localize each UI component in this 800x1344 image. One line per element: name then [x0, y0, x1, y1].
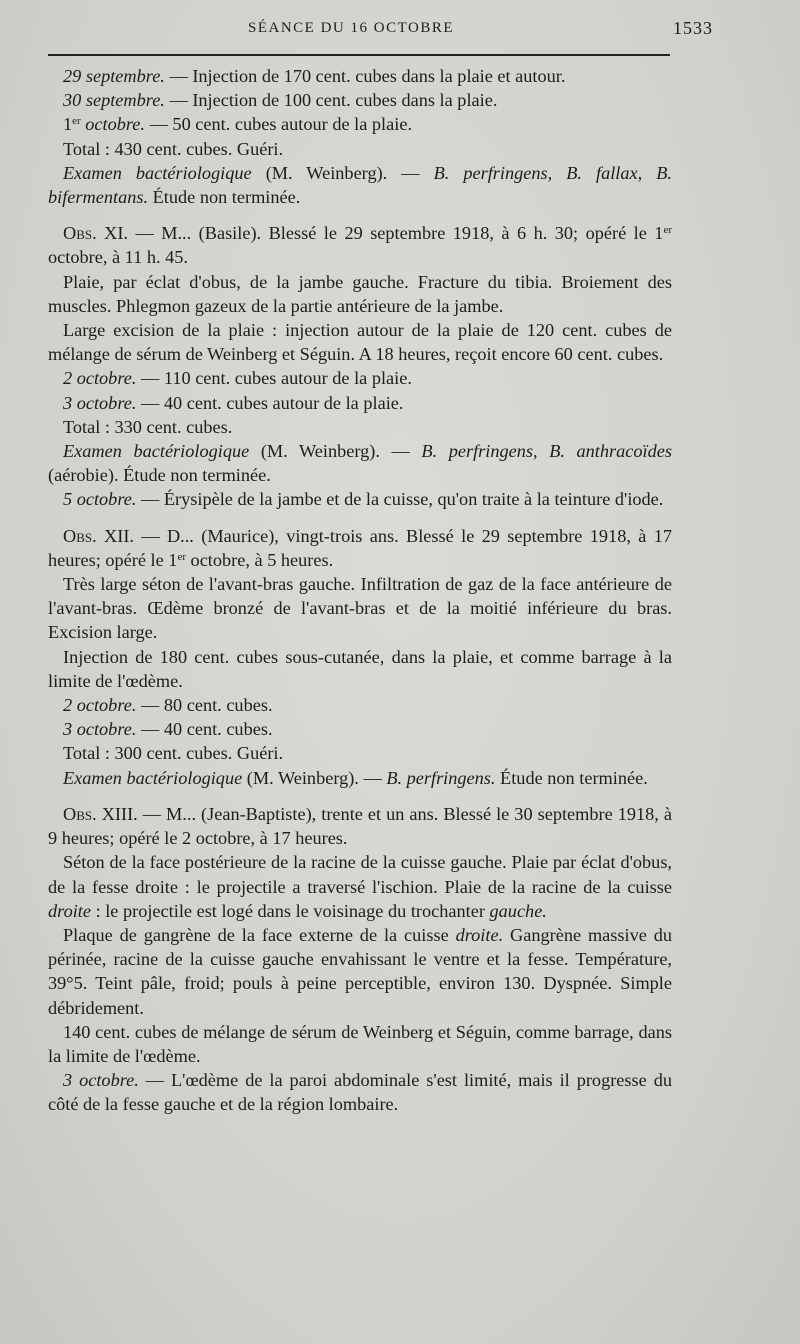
- italic-word: gauche.: [489, 900, 547, 921]
- text: — 40 cent. cubes.: [136, 719, 273, 740]
- paragraph: [48, 366, 672, 390]
- running-head: SÉANCE DU 16 OCTOBRE: [248, 20, 454, 36]
- obs-paragraph: [48, 802, 672, 850]
- paragraph: Total : 430 cent. cubes. Guéri.: [63, 138, 284, 159]
- text: — 80 cent. cubes.: [136, 695, 273, 716]
- text: — Injection de 170 cent. cubes dans la plaie et autour.: [164, 66, 566, 86]
- text: (M. Weinberg). —: [249, 441, 422, 462]
- exam-italic: Examen bactériologique: [63, 441, 250, 462]
- text: (M. Weinberg). —: [251, 162, 434, 183]
- header-rule: [48, 54, 670, 56]
- obs-paragraph: [48, 524, 672, 572]
- text: — Injection de 100 cent. cubes dans la plaie.: [164, 90, 498, 111]
- text: — 50 cent. cubes autour de la plaie.: [145, 114, 413, 135]
- obs-label: Obs. XIII.: [63, 803, 138, 824]
- date-italic: 2 octobre.: [63, 368, 137, 389]
- paragraph: [48, 717, 672, 741]
- paragraph: Très large séton de l'avant-bras gauche. Infiltration de gaz de la face antérieure de l'avant-bras. Œdème bronzé de l'avant-bras et de la moitié inférieure du bras. Excision large.: [48, 574, 672, 643]
- text: 1: [63, 114, 73, 135]
- text: (aérobie). Étude non terminée.: [48, 465, 271, 486]
- date-italic: 29 septembre.: [63, 66, 165, 86]
- italic-word: droite: [48, 900, 91, 921]
- paragraph: [48, 161, 672, 209]
- paragraph: [48, 923, 672, 1020]
- paragraph: Large excision de la plaie : injection autour de la plaie de 120 cent. cubes de mélange de sérum de Weinberg et Séguin. A 18 heures, reçoit encore 60 cent. cubes.: [48, 320, 672, 365]
- text: — D... (Maurice), vingt-trois ans. Blessé le 29 septembre 1918, à 17 heures; opéré le 1: [48, 525, 672, 570]
- text: — 40 cent. cubes autour de la plaie.: [136, 392, 404, 413]
- date-italic: 3 octobre.: [63, 719, 137, 740]
- paragraph: [48, 112, 672, 136]
- paragraph: [48, 487, 672, 511]
- text: (M. Weinberg). —: [242, 767, 387, 788]
- text: Étude non terminée.: [148, 187, 301, 208]
- date-italic: 30 septembre.: [63, 90, 165, 111]
- obs-label: Obs. XI.: [63, 223, 129, 244]
- text: Étude non terminée.: [495, 767, 648, 788]
- date-italic: octobre.: [80, 114, 145, 135]
- body-text: [48, 64, 672, 1117]
- paragraph: Injection de 180 cent. cubes sous-cutanée, dans la plaie, et comme barrage à la limite de l'œdème.: [48, 646, 672, 691]
- paragraph: [48, 850, 672, 923]
- date-italic: 5 octobre.: [63, 489, 137, 510]
- exam-italic: Examen bactériologique: [63, 767, 243, 788]
- species-italic: B. perfringens, B. anthracoïdes: [421, 441, 672, 462]
- text: — M... (Jean-Baptiste), trente et un ans. Blessé le 30 septembre 1918, à 9 heures; opéré le 2 octobre, à 17 heures.: [48, 803, 673, 849]
- text: — M... (Basile). Blessé le 29 septembre 1918, à 6 h. 30; opéré le 1: [128, 223, 664, 244]
- page-header: [48, 18, 713, 44]
- text: — 110 cent. cubes autour de la plaie.: [136, 368, 412, 389]
- paragraph: Total : 300 cent. cubes. Guéri.: [63, 743, 284, 764]
- date-italic: 2 octobre.: [63, 695, 137, 716]
- superscript: er: [663, 224, 672, 237]
- text: Gangrène massive du périnée, racine de la cuisse gauche envahissant le ventre et la fesse. Température, 39°5. Teint pâle, froid; pouls à peine perceptible, environ 130. Dyspnée. Simple débridement.: [48, 924, 673, 1018]
- date-italic: 3 octobre.: [63, 392, 137, 413]
- text: octobre, à 11 h. 45.: [48, 247, 188, 268]
- paragraph: [48, 88, 672, 112]
- species-italic: B. bifermentans.: [48, 162, 672, 208]
- date-italic: 3 octobre.: [63, 1070, 139, 1091]
- text: — Érysipèle de la jambe et de la cuisse, qu'on traite à la teinture d'iode.: [136, 489, 664, 510]
- superscript: er: [72, 115, 81, 128]
- paragraph: [48, 64, 672, 88]
- species-italic: B. perfringens.: [386, 767, 496, 788]
- exam-italic: Examen bactériologique: [63, 162, 252, 183]
- text: Plaque de gangrène de la face externe de la cuisse: [63, 924, 456, 945]
- paragraph: 140 cent. cubes de mélange de sérum de Weinberg et Séguin, comme barrage, dans la limite de l'œdème.: [48, 1021, 672, 1066]
- page-number: 1533: [673, 18, 713, 38]
- text: : le projectile est logé dans le voisinage du trochanter: [91, 900, 490, 921]
- obs-paragraph: [48, 221, 672, 269]
- paragraph: [48, 766, 672, 790]
- text: octobre, à 5 heures.: [185, 549, 334, 570]
- text: — L'œdème de la paroi abdominale s'est limité, mais il progresse du côté de la fesse gauche et de la région lombaire.: [48, 1070, 672, 1115]
- paragraph: [48, 439, 672, 487]
- paragraph: [48, 693, 672, 717]
- paragraph: Plaie, par éclat d'obus, de la jambe gauche. Fracture du tibia. Broiement des muscles. Phlegmon gazeux de la partie antérieure de la jambe.: [48, 271, 672, 316]
- species-italic: B. perfringens, B. fallax,: [433, 162, 643, 183]
- paragraph: [48, 391, 672, 415]
- obs-label: Obs. XII.: [63, 525, 134, 546]
- paragraph: Total : 330 cent. cubes.: [63, 416, 233, 437]
- superscript: er: [177, 550, 186, 563]
- italic-word: droite.: [455, 924, 504, 945]
- text: Séton de la face postérieure de la racine de la cuisse gauche. Plaie par éclat d'obus, de la fesse droite : le projectile a traversé l'ischion. Plaie de la racine de la cuisse: [48, 852, 672, 897]
- paragraph: [48, 1068, 672, 1116]
